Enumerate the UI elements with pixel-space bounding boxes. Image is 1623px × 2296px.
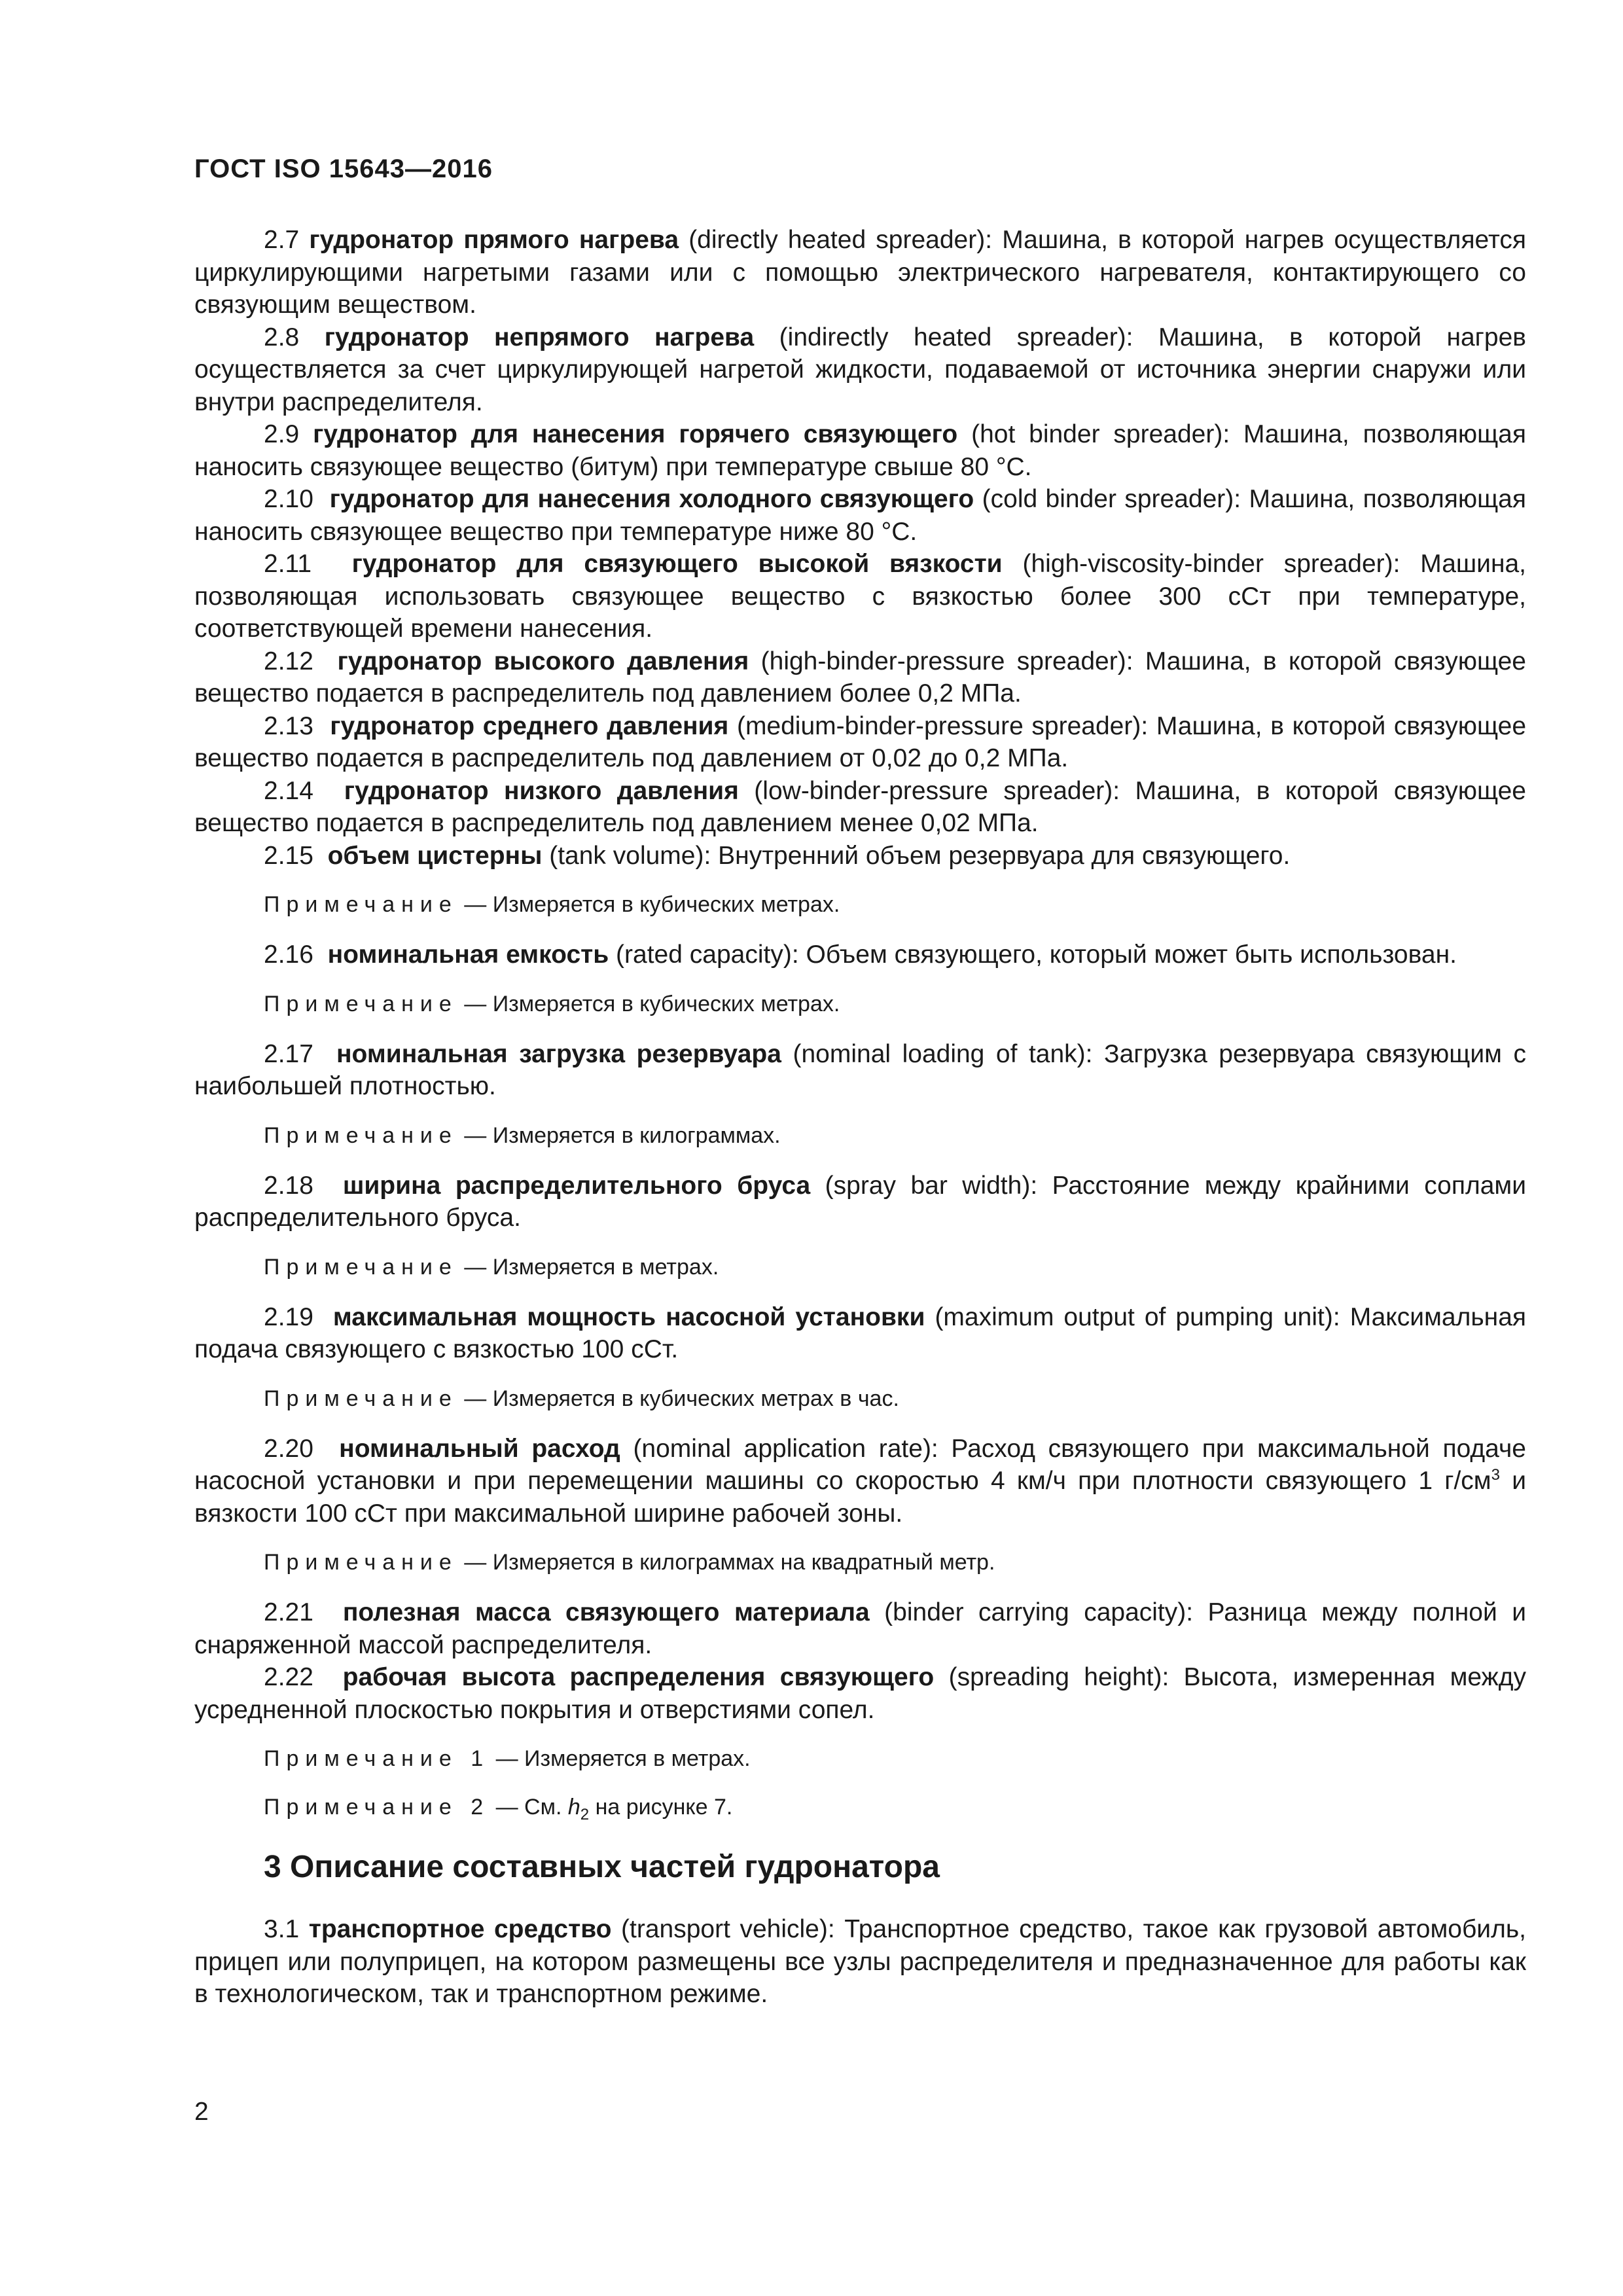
term-2-14: 2.14 гудронатор низкого давления (low-binder-pressure spreader): Машина, в которой связующее вещество подается в распределитель под давлением менее 0,02 МПа. [194,776,1526,837]
term-text: транспортное средство [308,1915,612,1943]
term-text: рабочая высота распределения связующего [342,1663,935,1691]
term-2-11: 2.11 гудронатор для связующего высокой вязкости (high-viscosity-binder spreader): Машина, позволяющая использовать связующее вещество с вязкостью более 300 сСт при температуре, соответствующей времени нанесения. [194,550,1527,643]
term-2-12: 2.12 гудронатор высокого давления (high-binder-pressure spreader): Машина, в которой связующее вещество подается в распределитель под давлением более 0,2 МПа. [194,647,1526,708]
term-2-10: 2.10 гудронатор для нанесения холодного связующего (cold binder spreader): Машина, позволяющая наносить связующее вещество при температуре ниже 80 °С. [194,485,1526,546]
term-text: объем цистерны [327,841,543,870]
term-text: гудронатор высокого давления [337,647,749,675]
note-2-20: Примечание — Измеряется в килограммах на квадратный метр. [264,1550,995,1575]
note-2-18: Примечание — Измеряется в метрах. [264,1254,719,1280]
note-2-19: Примечание — Измеряется в кубических метрах в час. [264,1386,899,1411]
term-text: ширина распределительного бруса [342,1171,811,1200]
term-text: гудронатор непрямого нагрева [324,323,755,351]
term-2-22: 2.22 рабочая высота распределения связующего (spreading height): Высота, измеренная между усредненной плоскостью покрытия и отверстиями сопел. [194,1663,1526,1724]
document-page [194,154,1526,2011]
term-text: максимальная мощность насосной установки [332,1302,925,1331]
term-2-7: 2.7 гудронатор прямого нагрева (directly heated spreader): Машина, в которой нагрев осуществляется циркулирующими нагретыми газами или с помощью электрического нагревателя, контактирующего со связующим веществом. [194,226,1526,319]
term-text: номинальная емкость [327,941,609,969]
note-2-15: Примечание — Измеряется в кубических метрах. [264,892,840,917]
term-text: гудронатор для нанесения холодного связующего [329,485,974,513]
term-2-17: 2.17 номинальная загрузка резервуара (nominal loading of tank): Загрузка резервуара связующим с наибольшей плотностью. [194,1039,1527,1100]
note-2-16: Примечание — Измеряется в кубических метрах. [264,991,840,1016]
term-2-18: 2.18 ширина распределительного бруса (spray bar width): Расстояние между крайними соплами распределительного бруса. [194,1171,1526,1232]
document-header: ГОСТ ISO 15643—2016 [194,154,493,183]
section-heading: 3 Описание составных частей гудронатора [264,1850,940,1884]
term-3-1: 3.1 транспортное средство (transport vehicle): Транспортное средство, такое как грузовой автомобиль, прицеп или полуприцеп, на котором размещены все узлы распределителя и предназначенное для работы как в технологическом, так и транспортном режиме. [194,1915,1526,2008]
term-text: номинальная загрузка резервуара [336,1039,781,1068]
term-2-19: 2.19 максимальная мощность насосной установки (maximum output of pumping unit): Максимальная подача связующего с вязкостью 100 сСт. [194,1302,1527,1363]
term-2-9: 2.9 гудронатор для нанесения горячего связующего (hot binder spreader): Машина, позволяющая наносить связующее вещество (битум) при температуре свыше 80 °С. [194,420,1526,481]
term-2-21: 2.21 полезная масса связующего материала (binder carrying capacity): Разница между полной и снаряженной массой распределителя. [194,1598,1527,1659]
term-2-20: 2.20 номинальный расход (nominal application rate): Расход связующего при максимальной подаче насосной установки и при перемещении машины со скоростью 4 км/ч при плотности связующего 1 $г/см^3$ и вязкости 100 сСт при максимальной ширине рабочей зоны. [194,1434,1527,1528]
note-2-22-1: Примечание 1 — Измеряется в метрах. [264,1746,751,1771]
page-number: 2 [194,2098,209,2126]
term-text: гудронатор низкого давления [344,776,739,805]
term-2-15: 2.15 объем цистерны (tank volume): Внутренний объем резервуара для связующего. [264,841,1291,870]
note-2-17: Примечание — Измеряется в килограммах. [264,1122,781,1148]
term-text: гудронатор для связующего высокой вязкости [351,550,1003,578]
term-2-8: 2.8 гудронатор непрямого нагрева (indirectly heated spreader): Машина, в которой нагрев осуществляется за счет циркулирующей нагретой жидкости, подаваемой от источника энергии снаружи или внутри распределителя. [194,323,1526,416]
term-text: полезная масса связующего материала [342,1598,870,1626]
term-text: гудронатор прямого нагрева [309,226,679,254]
term-2-16: 2.16 номинальная емкость (rated capacity): Объем связующего, который может быть использован. [264,941,1457,969]
term-text: номинальный расход [339,1434,620,1463]
term-2-13: 2.13 гудронатор среднего давления (medium-binder-pressure spreader): Машина, в которой связующее вещество подается в распределитель под давлением от 0,02 до 0,2 МПа. [194,711,1527,772]
term-text: гудронатор среднего давления [330,711,729,740]
note-2-22-2: Примечание 2 — См. $h_2$ на рисунке 7. [264,1795,733,1823]
term-text: гудронатор для нанесения горячего связующего [313,420,958,448]
